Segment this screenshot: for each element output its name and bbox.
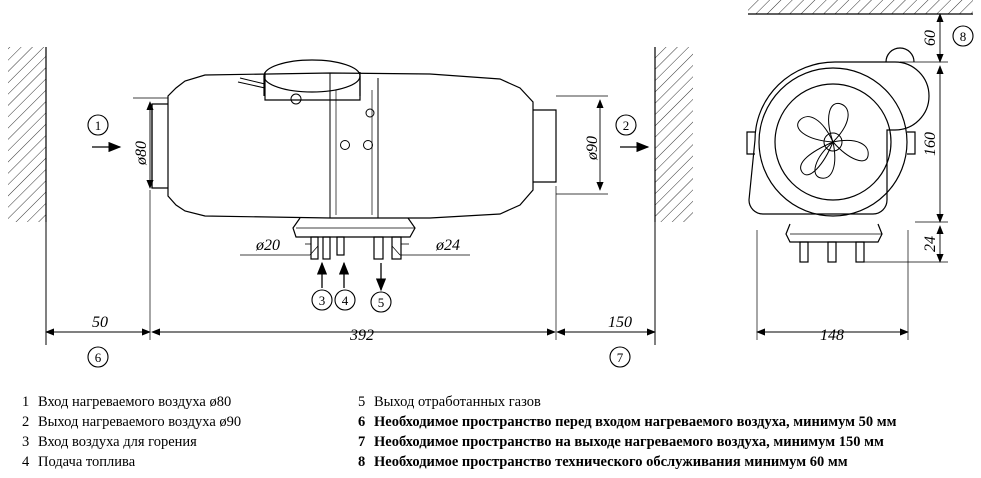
heater-side-view [152, 60, 556, 259]
dimension-lines-front [757, 14, 948, 340]
svg-text:8: 8 [959, 29, 967, 44]
callout-6[interactable] [88, 347, 108, 367]
svg-text:1: 1 [94, 118, 102, 133]
dimension-labels [92, 30, 939, 344]
svg-text:3: 3 [318, 293, 326, 308]
legend-item-number: 1 [22, 394, 30, 410]
legend-item-number: 7 [358, 434, 366, 450]
callout-8[interactable] [953, 26, 973, 46]
dim-bottom: 24 [922, 236, 939, 252]
svg-text:5: 5 [377, 295, 385, 310]
legend-item [22, 392, 352, 412]
legend-item-number: 2 [22, 414, 30, 430]
callout-1[interactable] [88, 115, 108, 135]
legend-item [358, 432, 968, 452]
dim-width: 148 [820, 327, 844, 344]
dim-service-clearance: 60 [922, 30, 939, 46]
legend-item-text: Подача топлива [38, 454, 136, 470]
legend-item-number: 5 [358, 394, 366, 410]
legend-item [358, 412, 968, 432]
legend-item-number: 3 [22, 434, 30, 450]
left-wall-hatching [8, 47, 46, 345]
callout-2[interactable] [616, 115, 636, 135]
svg-text:7: 7 [616, 350, 624, 365]
right-wall-hatching [655, 47, 693, 345]
legend-item-text: Вход нагреваемого воздуха ø80 [38, 394, 232, 410]
legend-item-number: 4 [22, 454, 30, 470]
callout-7[interactable] [610, 347, 630, 367]
legend-column-right [358, 392, 968, 472]
legend [0, 392, 981, 478]
legend-item [358, 392, 968, 412]
callout-5[interactable] [371, 292, 391, 312]
callout-4[interactable] [335, 290, 355, 310]
svg-text:6: 6 [94, 350, 102, 365]
heater-front-view [747, 48, 929, 262]
legend-item-text: Выход нагреваемого воздуха ø90 [38, 414, 242, 430]
legend-item [22, 412, 352, 432]
top-wall-hatching [748, 0, 973, 14]
legend-item-text: Необходимое пространство технического обслуживания минимум 60 мм [374, 454, 848, 470]
dim-front-clearance: 50 [92, 314, 108, 331]
dim-diameter-fuel: ø20 [256, 237, 280, 254]
callout-3[interactable] [312, 290, 332, 310]
dim-rear-clearance: 150 [608, 314, 632, 331]
dim-diameter-inlet: ø80 [133, 141, 150, 165]
legend-item [358, 452, 968, 472]
svg-text:2: 2 [622, 118, 630, 133]
legend-item-text: Необходимое пространство перед входом нагреваемого воздуха, минимум 50 мм [374, 414, 897, 430]
legend-item-text: Необходимое пространство на выходе нагреваемого воздуха, минимум 150 мм [374, 434, 884, 450]
dim-diameter-outlet: ø90 [584, 136, 601, 160]
dim-body-length: 392 [350, 327, 374, 344]
svg-text:4: 4 [341, 293, 349, 308]
legend-column-left [22, 392, 352, 472]
legend-item-number: 6 [358, 414, 366, 430]
dim-diameter-exhaust: ø24 [436, 237, 460, 254]
legend-item-text: Вход воздуха для горения [38, 434, 197, 450]
legend-item [22, 452, 352, 472]
legend-item-text: Выход отработанных газов [374, 394, 541, 410]
dim-height: 160 [922, 132, 939, 156]
legend-item-number: 8 [358, 454, 366, 470]
legend-item [22, 432, 352, 452]
callout-balloons [88, 26, 973, 367]
